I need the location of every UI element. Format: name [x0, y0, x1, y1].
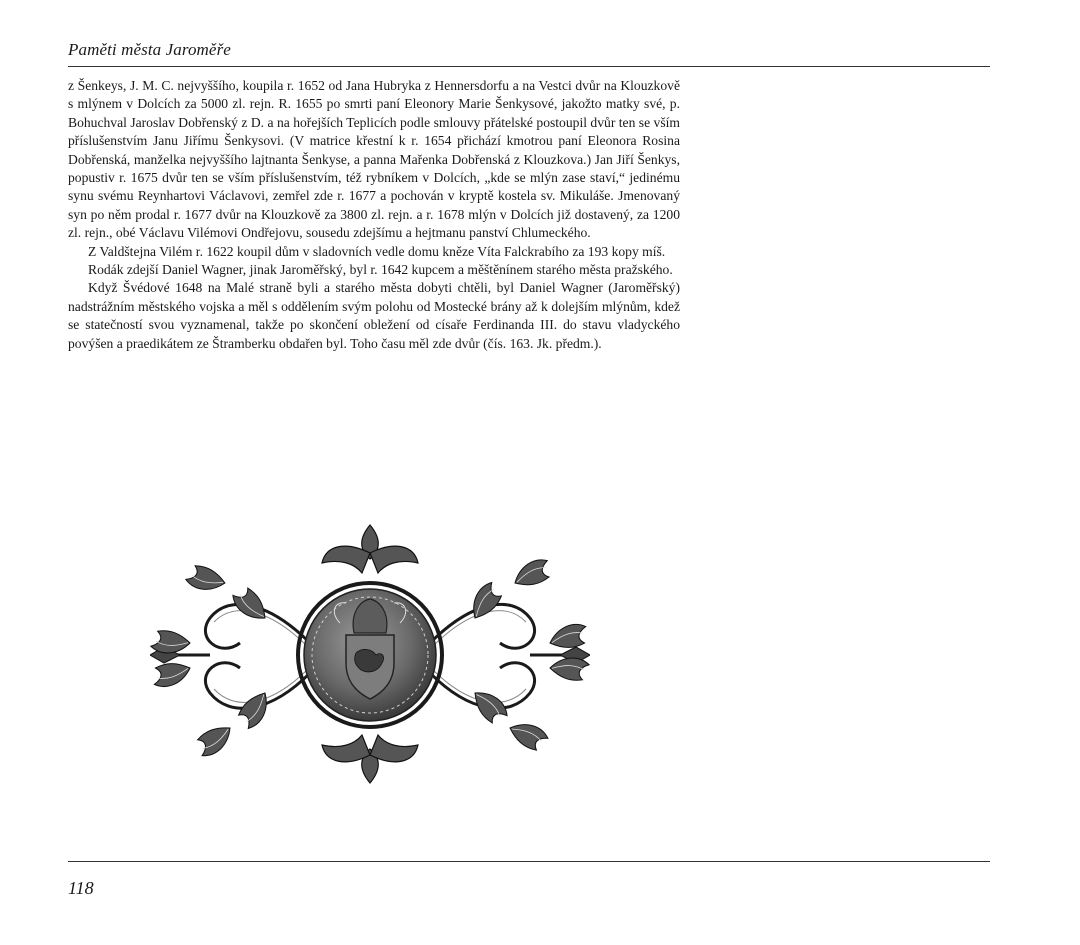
body-text	[68, 77, 680, 353]
paragraph: Rodák zdejší Daniel Wagner, jinak Jaroměřský, byl r. 1642 kupcem a měštěnínem starého města pražského.	[88, 262, 673, 278]
running-head-title: Paměti města Jaroměře	[68, 40, 231, 59]
footer-rule	[68, 861, 990, 862]
header-rule	[68, 66, 990, 67]
paragraph: z Šenkeys, J. M. C. nejvyššího, koupila r. 1652 od Jana Hubryka z Hennersdorfu a na Vestci dvůr na Klouzkově s mlýnem v Dolcích za 5000 zl. rejn. R. 1655 po smrti paní Eleonory Marie Šenkysové, jakožto matky své, p. Bohuchval Jaroslav Dobřenský z D. a na hořejších Teplicích podle smlouvy přátelské postoupil dvůr ten se vším příslušenstvím Janu Jiřímu Šenkysovi. (V matrice křestní k r. 1654 přichází kmotrou paní Eleonora Rosina Dobřenská, manželka nejvyššího lajtnanta Šenkyse, a panna Mařenka Dobřenská z Klouzkova.) Jan Jiří Šenkys, popustiv r. 1675 dvůr ten se vším příslušenstvím, též rybníkem v Dolcích, „kde se mlýn zase staví,“ jedinému synu svému Reynhartovi Václavovi, zemřel zde r. 1677 a pochován v kryptě kostela sv. Mikuláše. Jmenovaný syn po něm prodal r. 1677 dvůr na Klouzkově za 3800 zl. rejn. a r. 1678 mlýn v Dolcích již dostavený, za 1200 zl. rejn., obé Václavu Vilémovi Ondřejovu, sousedu zdejšímu a hejtmanu panství Chlumeckého.	[68, 78, 680, 241]
paragraph: Když Švédové 1648 na Malé straně byli a starého města dobyti chtěli, byl Daniel Wagner (Jaroměřský) nadstrážním městského vojska a měl s oddělením svým polohu od Mostecké brány až k dolejším mlýnům, kdež se statečností svou vyznamenal, takže po skončení obležení od císaře Ferdinanda III. do stavu vladyckého povýšen a praedikátem ze Štramberku obdařen byl. Toho času měl zde dvůr (čís. 163. Jk. předm.).	[68, 280, 680, 351]
heraldic-seal-ornament-icon	[150, 523, 590, 785]
page-number: 118	[68, 878, 94, 898]
paragraph: Z Valdštejna Vilém r. 1622 koupil dům v sladovních vedle domu kněze Víta Falckrabího za 193 kopy míš.	[88, 243, 666, 259]
